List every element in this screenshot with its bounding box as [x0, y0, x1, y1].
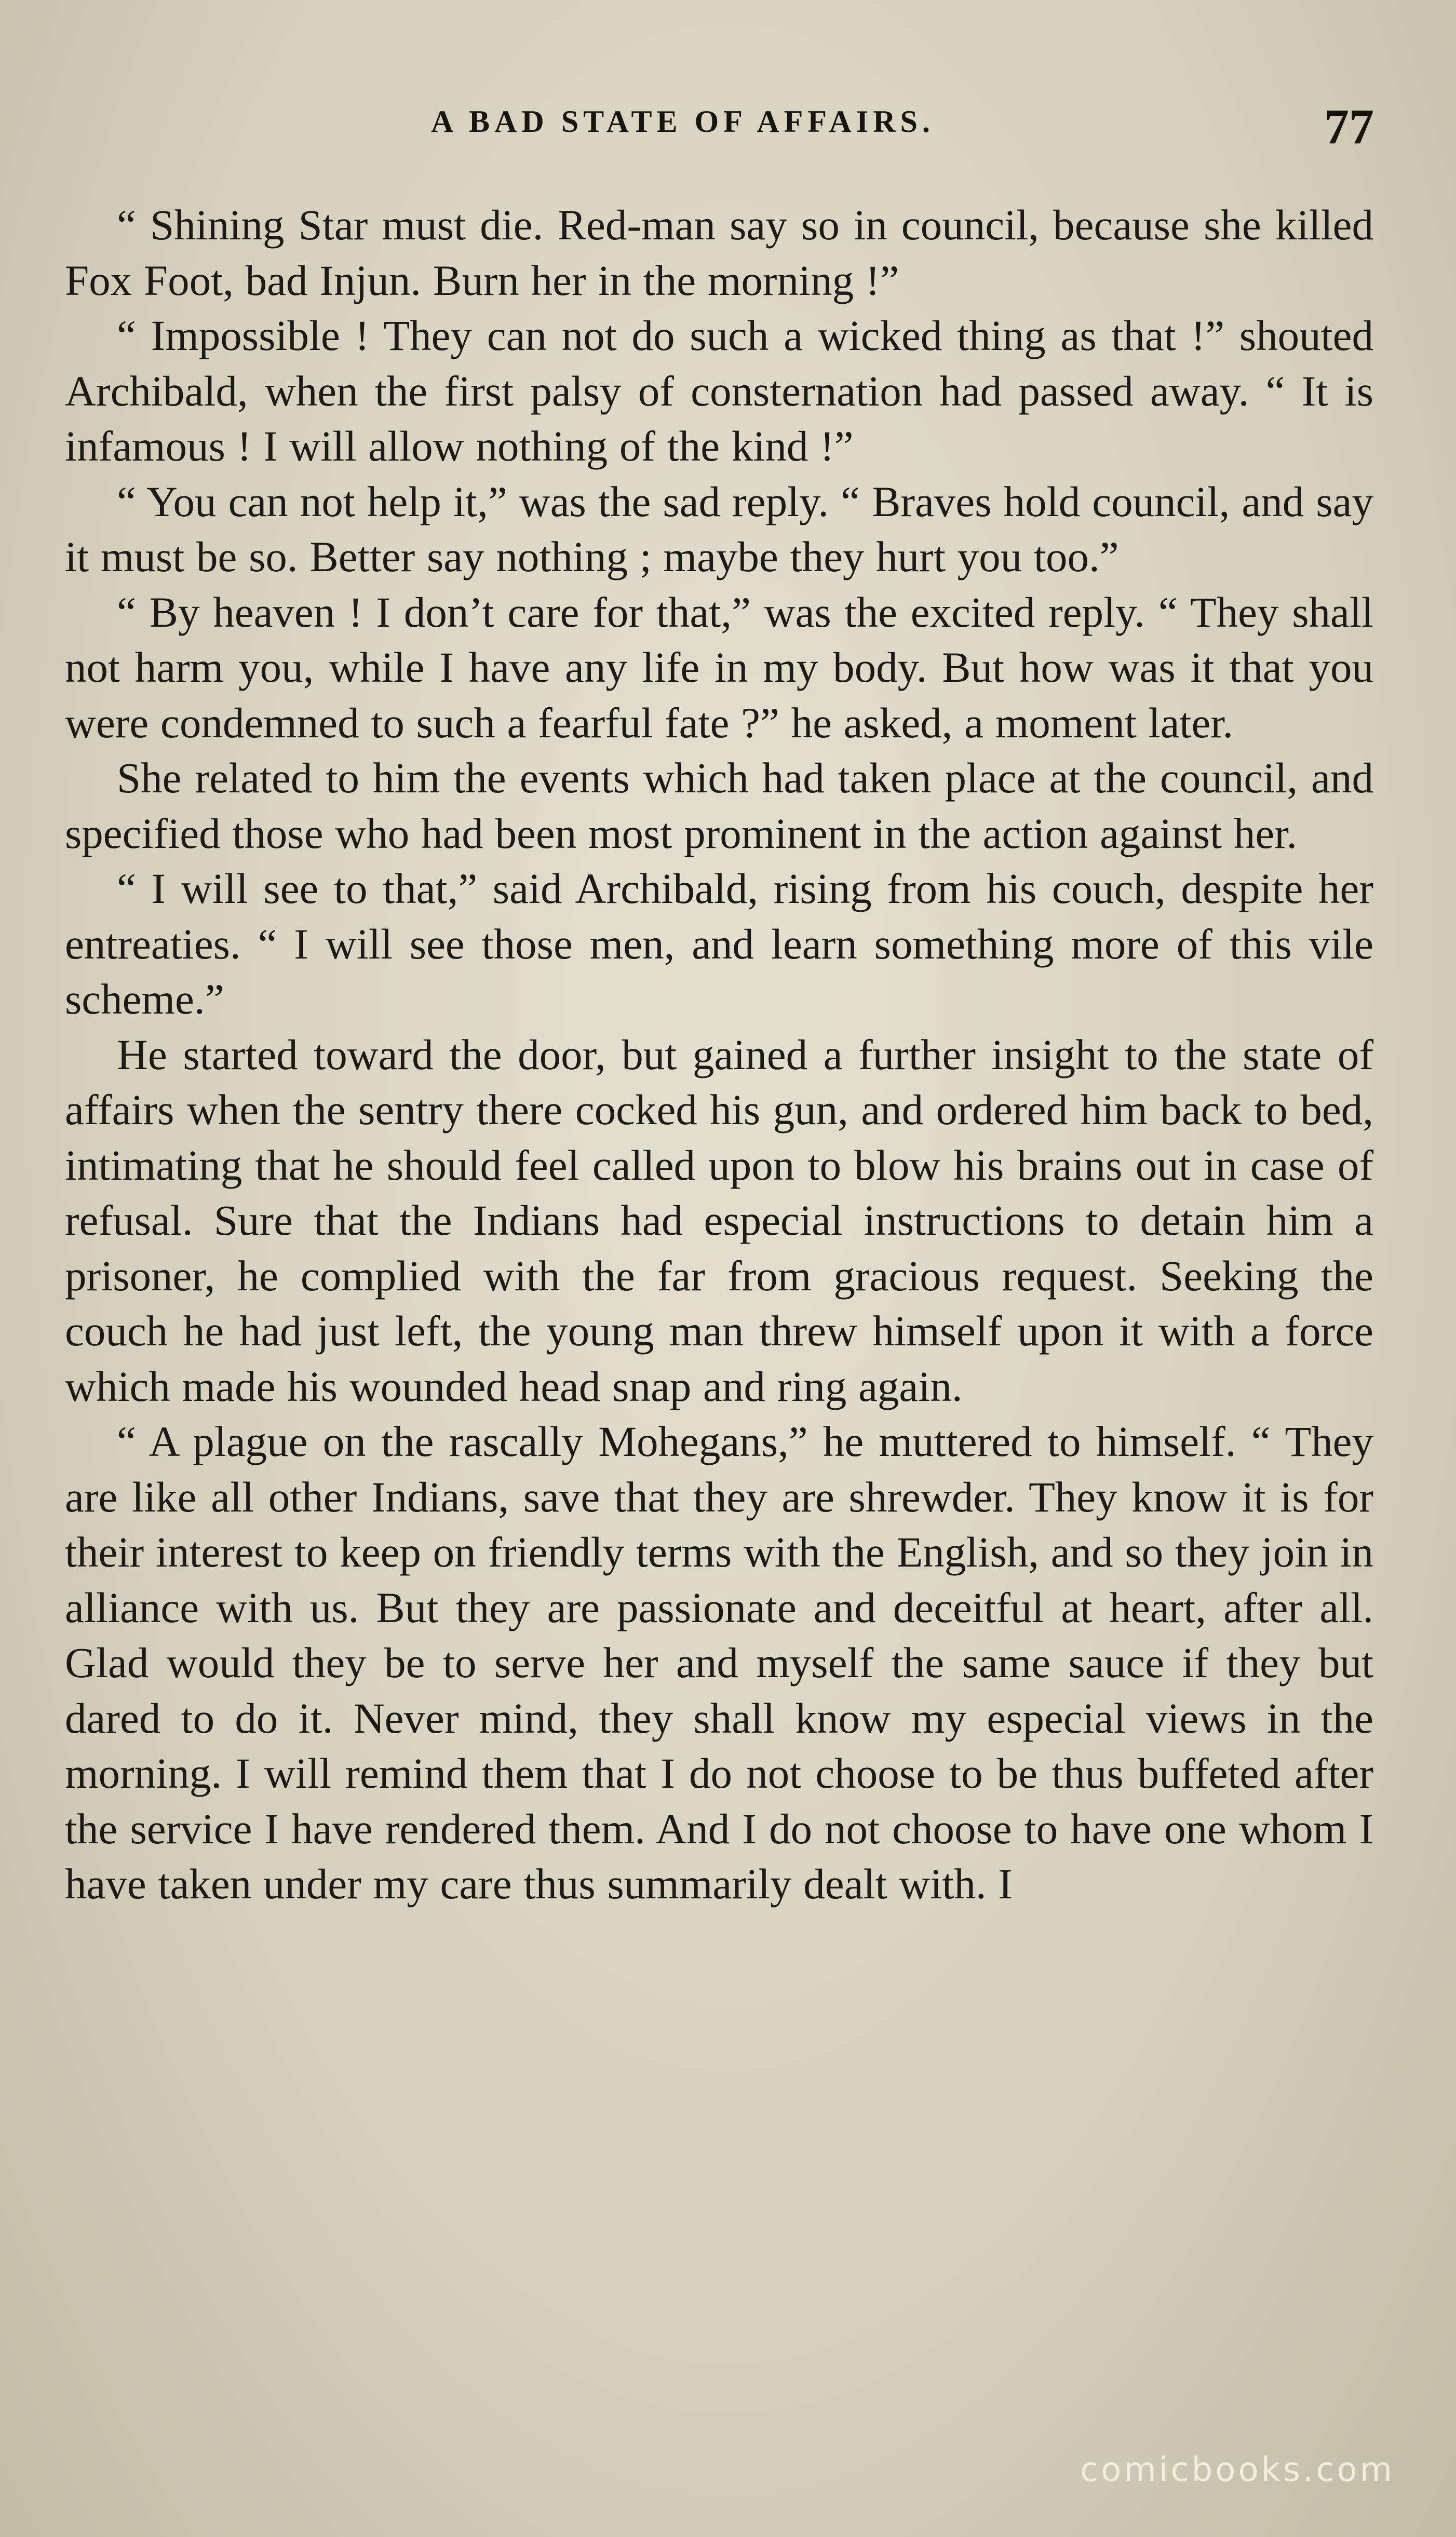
paragraph: “ You can not help it,” was the sad reply. “ Braves hold council, and say it must be so. Better say nothing ; maybe they hurt you too.”: [65, 477, 1373, 581]
running-title: A BAD STATE OF AFFAIRS.: [431, 104, 935, 139]
paragraph: “ A plague on the rascally Mohegans,” he muttered to himself. “ They are like all other Indians, save that they are shrewder. They know it is for their interest to keep on friendly terms with the English, and so they join in alliance with us. But they are passionate and deceitful at heart, after all. Glad would they be to serve her and myself the same sauce if they but dared to do it. Never mind, they shall know my especial views in the morning. I will remind them that I do not choose to be thus buffeted after the service I have rendered them. And I do not choose to have one whom I have taken under my care thus summarily dealt with. I: [65, 1418, 1373, 1908]
paragraph: “ By heaven ! I don’t care for that,” was the excited reply. “ They shall not harm you, while I have any life in my body. But how was it that you were condemned to such a fearful fate ?” he asked, a moment later.: [65, 588, 1373, 747]
paragraph: She related to him the events which had taken place at the council, and specified those who had been most prominent in the action against her.: [65, 754, 1373, 857]
paragraph: “ I will see to that,” said Archibald, rising from his couch, despite her entreaties. “ I will see those men, and learn something more of this vile scheme.”: [65, 865, 1373, 1023]
body-text: [65, 197, 1373, 1912]
paragraph: He started toward the door, but gained a further insight to the state of affairs when the sentry there cocked his gun, and ordered him back to bed, intimating that he should feel called upon to blow his brains out in case of refusal. Sure that the Indians had especial instructions to detain him a prisoner, he complied with the far from gracious request. Seeking the couch he had just left, the young man threw himself upon it with a force which made his wounded head snap and ring again.: [65, 1030, 1373, 1410]
paragraph: “ Impossible ! They can not do such a wicked thing as that !” shouted Archibald, when the first palsy of consternation had passed away. “ It is infamous ! I will allow nothing of the kind !”: [65, 312, 1373, 470]
watermark: comicbooks.com: [1080, 2451, 1395, 2489]
page-header: [0, 99, 1456, 166]
paragraph: “ Shining Star must die. Red-man say so in council, because she killed Fox Foot, bad Injun. Burn her in the morning !”: [65, 201, 1373, 304]
page-number: 77: [1324, 99, 1374, 154]
